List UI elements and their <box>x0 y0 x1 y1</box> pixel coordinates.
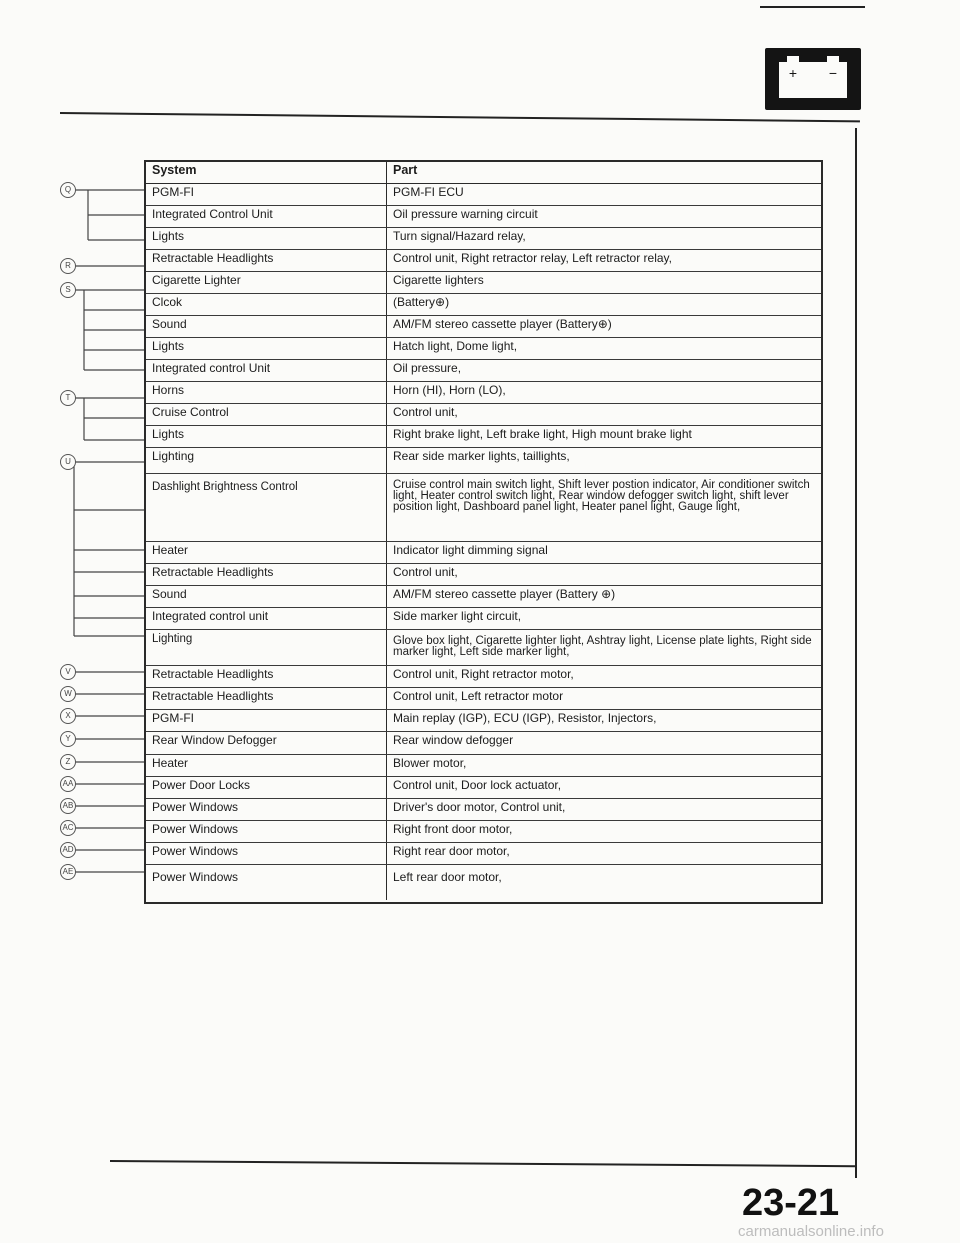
connector-label-t: T <box>60 390 76 406</box>
table-row <box>146 382 821 404</box>
cell-system: Retractable Headlights <box>152 251 274 265</box>
table-row <box>146 474 821 542</box>
cell-part: Hatch light, Dome light, <box>386 338 821 359</box>
cell-system: Cruise Control <box>152 405 229 419</box>
cell-system: Heater <box>152 756 189 770</box>
table-row <box>146 777 821 799</box>
table-row <box>146 206 821 228</box>
cell-part: Control unit, Left retractor motor <box>386 688 821 709</box>
connector-label-ae: AE <box>60 864 76 880</box>
connector-label-x: X <box>60 708 76 724</box>
connector-label-ac: AC <box>60 820 76 836</box>
cell-system: Integrated control Unit <box>152 361 271 375</box>
cell-system: Power Windows <box>152 822 239 836</box>
connector-label-q: Q <box>60 182 76 198</box>
cell-system: Cigarette Lighter <box>152 273 241 287</box>
cell-part: Control unit, Door lock actuator, <box>386 777 821 798</box>
connector-label-ad: AD <box>60 842 76 858</box>
connector-label-ab: AB <box>60 798 76 814</box>
table-row <box>146 272 821 294</box>
column-header-part: Part <box>386 162 821 183</box>
cell-part: (Battery⊕) <box>386 294 821 315</box>
table-row <box>146 666 821 688</box>
top-rule-short <box>760 6 865 8</box>
table-row <box>146 250 821 272</box>
cell-system: Integrated Control Unit <box>152 207 273 221</box>
cell-system: Retractable Headlights <box>152 667 274 681</box>
battery-plus: + <box>788 65 798 81</box>
cell-part: Rear side marker lights, taillights, <box>386 448 821 473</box>
cell-system: Sound <box>152 317 187 331</box>
cell-part: Horn (HI), Horn (LO), <box>386 382 821 403</box>
column-header-system: System <box>152 163 197 177</box>
cell-system: Power Windows <box>152 800 239 814</box>
connector-label-r: R <box>60 258 76 274</box>
cell-system: Power Windows <box>152 844 239 858</box>
cell-system: Retractable Headlights <box>152 689 274 703</box>
cell-part: Control unit, <box>386 564 821 585</box>
cell-system: Dashlight Brightness Control <box>152 481 298 493</box>
table-row <box>146 586 821 608</box>
table-row <box>146 184 821 206</box>
connector-label-aa: AA <box>60 776 76 792</box>
cell-part: Turn signal/Hazard relay, <box>386 228 821 249</box>
battery-minus: − <box>828 65 838 81</box>
cell-system: Retractable Headlights <box>152 565 274 579</box>
table-row <box>146 630 821 666</box>
cell-part: Right front door motor, <box>386 821 821 842</box>
table-row <box>146 448 821 474</box>
cell-system: Lights <box>152 229 185 243</box>
fuse-circuit-table <box>144 160 823 904</box>
connector-label-u: U <box>60 454 76 470</box>
connector-label-v: V <box>60 664 76 680</box>
cell-part: Oil pressure warning circuit <box>386 206 821 227</box>
cell-part: Cruise control main switch light, Shift lever postion indicator, Air conditioner switch light, Heater control switch light, Rear window defogger switch light, shift lever position light, Dashboard panel light, Heater panel light, Gauge light, <box>386 474 821 541</box>
cell-part: PGM-FI ECU <box>386 184 821 205</box>
cell-system: PGM-FI <box>152 711 194 725</box>
cell-system: Integrated control unit <box>152 609 269 623</box>
right-border <box>855 128 857 1178</box>
page-number: 23-21 <box>742 1182 840 1224</box>
table-row <box>146 338 821 360</box>
cell-part: Blower motor, <box>386 755 821 776</box>
connector-label-w: W <box>60 686 76 702</box>
cell-part: AM/FM stereo cassette player (Battery⊕) <box>386 316 821 337</box>
table-row <box>146 732 821 755</box>
connector-label-z: Z <box>60 754 76 770</box>
cell-system: Lights <box>152 339 185 353</box>
cell-part: Cigarette lighters <box>386 272 821 293</box>
cell-system: Rear Window Defogger <box>152 733 277 747</box>
table-row <box>146 843 821 865</box>
cell-part: Control unit, Right retractor relay, Left retractor relay, <box>386 250 821 271</box>
cell-part: Oil pressure, <box>386 360 821 381</box>
watermark: carmanualsonline.info <box>738 1223 884 1240</box>
table-row <box>146 294 821 316</box>
connector-label-y: Y <box>60 731 76 747</box>
table-row <box>146 228 821 250</box>
cell-part: Indicator light dimming signal <box>386 542 821 563</box>
header-rule <box>60 112 860 122</box>
cell-system: Lighting <box>152 449 195 463</box>
cell-system: PGM-FI <box>152 185 194 199</box>
table-row <box>146 404 821 426</box>
cell-system: Heater <box>152 543 189 557</box>
table-row <box>146 564 821 586</box>
cell-part: Right rear door motor, <box>386 843 821 864</box>
connector-label-s: S <box>60 282 76 298</box>
cell-part: Control unit, <box>386 404 821 425</box>
cell-part: Glove box light, Cigarette lighter light, Ashtray light, License plate lights, Right side marker light, Left side marker light, <box>386 630 821 665</box>
cell-system: Sound <box>152 587 187 601</box>
table-row <box>146 821 821 843</box>
cell-part: Driver's door motor, Control unit, <box>386 799 821 820</box>
footer-rule <box>110 1160 855 1167</box>
table-row <box>146 316 821 338</box>
table-header-row <box>146 162 821 184</box>
cell-system: Power Door Locks <box>152 778 251 792</box>
cell-part: Main replay (IGP), ECU (IGP), Resistor, Injectors, <box>386 710 821 731</box>
cell-system: Lighting <box>152 633 193 645</box>
cell-part: Right brake light, Left brake light, High mount brake light <box>386 426 821 447</box>
table-row <box>146 755 821 777</box>
battery-icon <box>765 48 861 110</box>
table-row <box>146 710 821 732</box>
table-row <box>146 865 821 900</box>
table-row <box>146 360 821 382</box>
table-row <box>146 688 821 710</box>
cell-system: Power Windows <box>152 870 239 884</box>
table-row <box>146 608 821 630</box>
table-row <box>146 799 821 821</box>
cell-part: Left rear door motor, <box>386 865 821 900</box>
table-row <box>146 542 821 564</box>
cell-system: Horns <box>152 383 185 397</box>
cell-part: Control unit, Right retractor motor, <box>386 666 821 687</box>
cell-system: Lights <box>152 427 185 441</box>
cell-part: Rear window defogger <box>386 732 821 754</box>
cell-part: AM/FM stereo cassette player (Battery ⊕) <box>386 586 821 607</box>
table-row <box>146 426 821 448</box>
cell-part: Side marker light circuit, <box>386 608 821 629</box>
cell-system: Clcok <box>152 295 183 309</box>
